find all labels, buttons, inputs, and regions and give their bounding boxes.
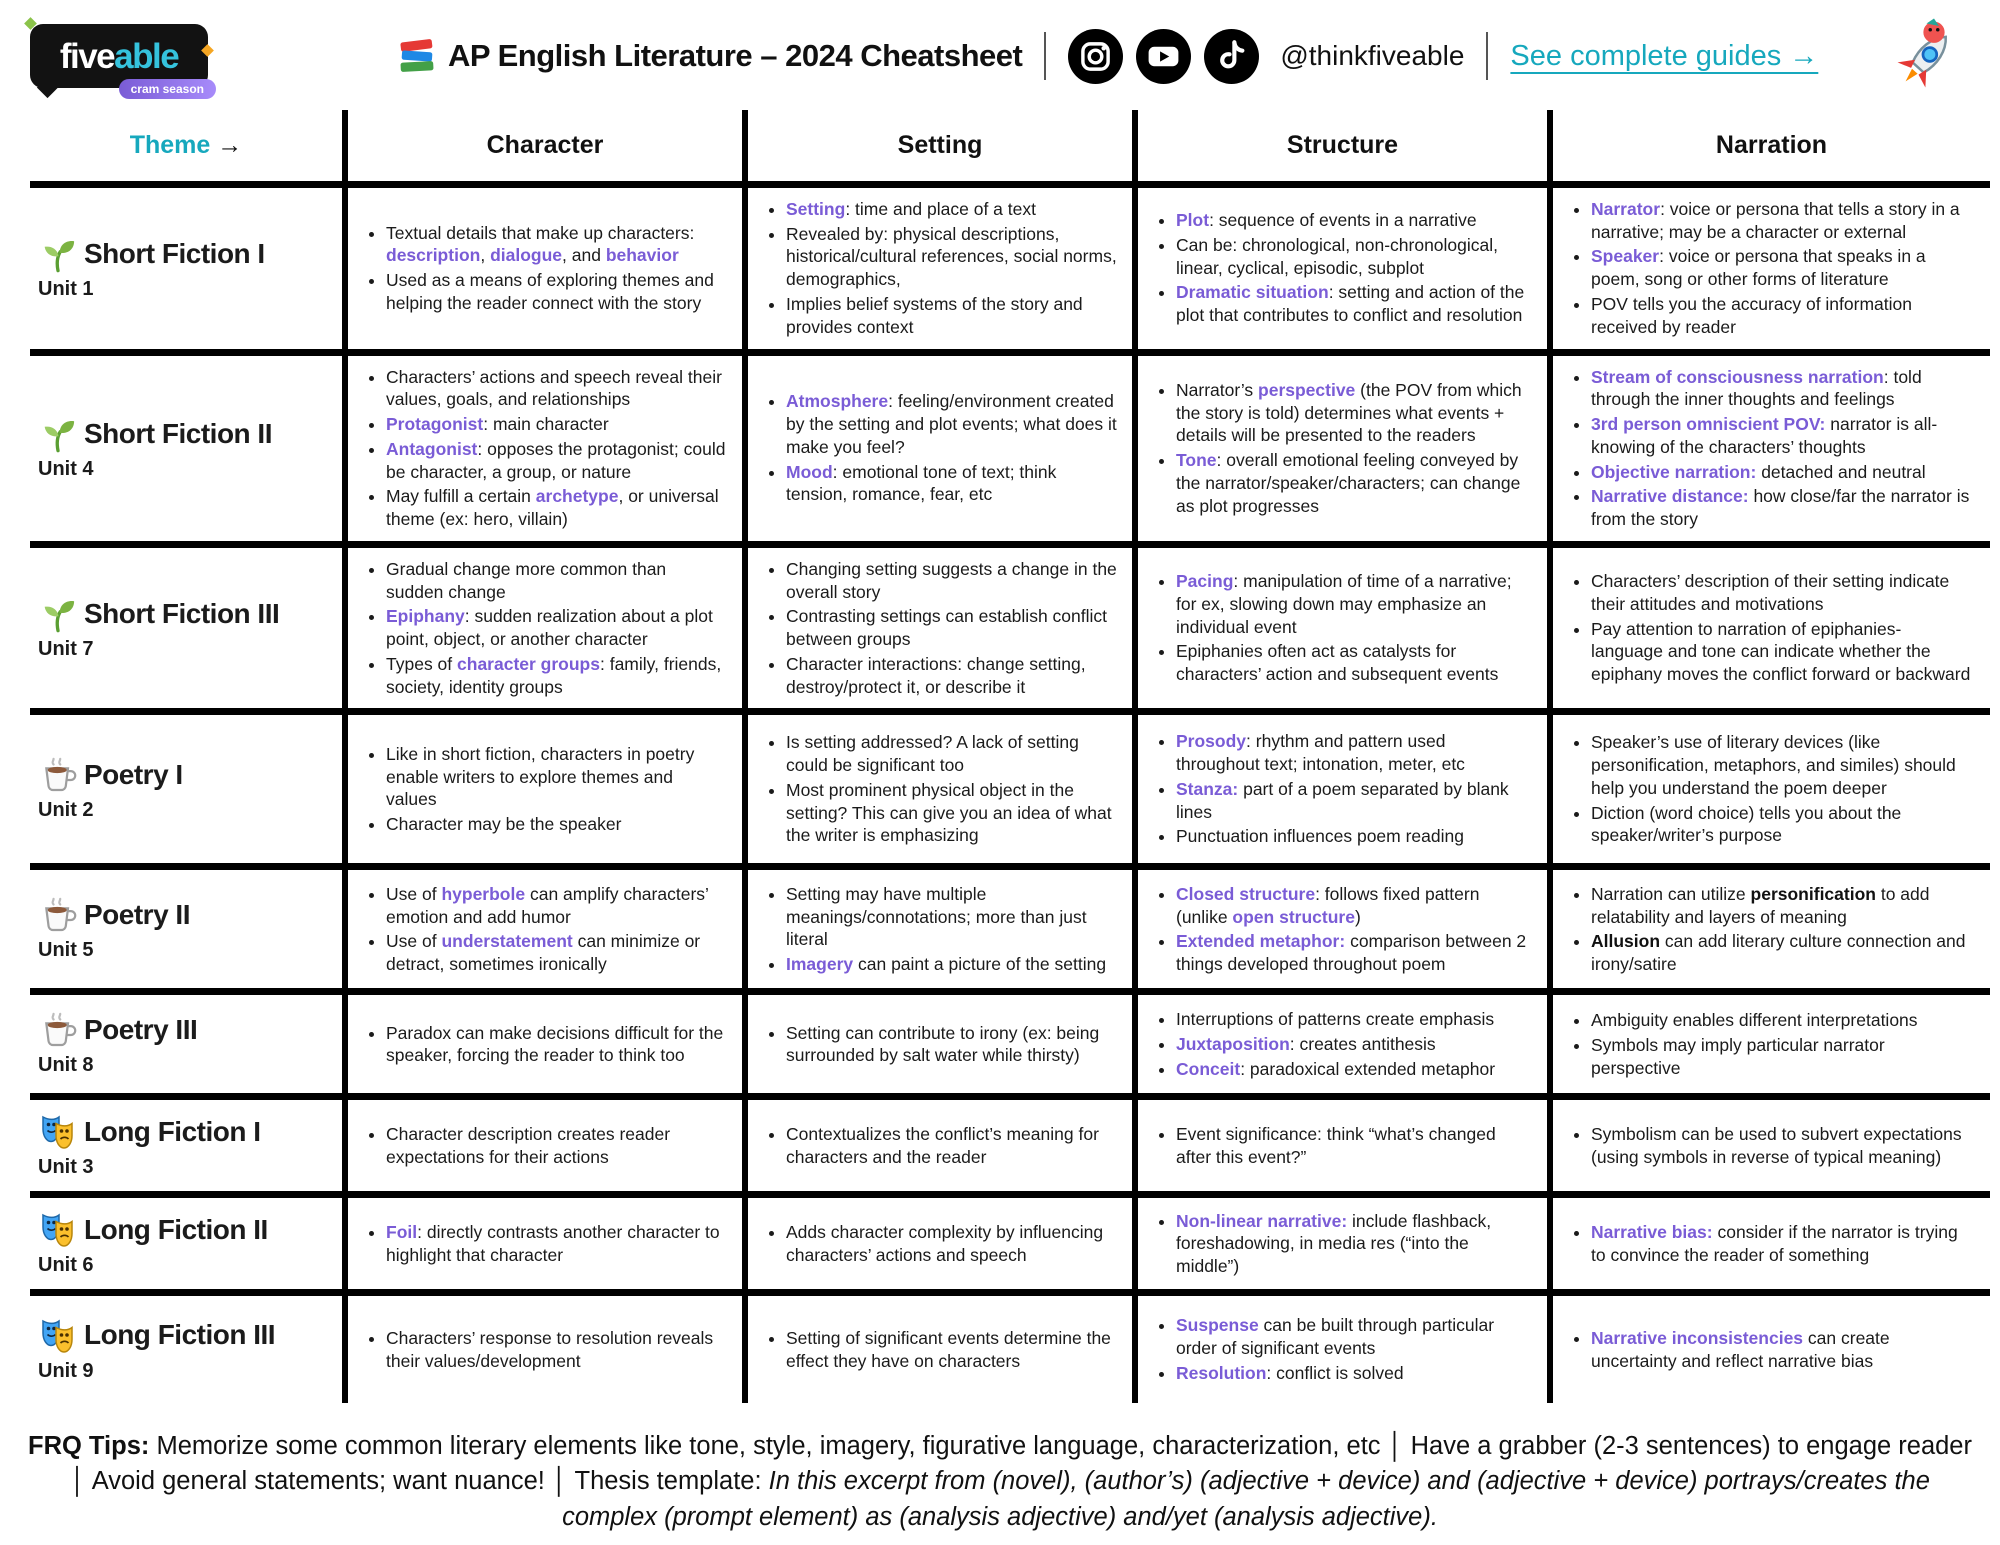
bullet-item: • Stanza: part of a poem separated by blank lines: [1176, 778, 1533, 824]
character-cell: [345, 712, 745, 867]
bullet-item: • Setting can contribute to irony (ex: being surrounded by salt water while thirsty): [786, 1022, 1118, 1068]
key-term: Epiphany: [386, 606, 465, 627]
bullet-item: • Setting: time and place of a text: [786, 198, 1118, 221]
bullet-item: • Types of character groups: family, friends, society, identity groups: [386, 653, 728, 699]
bullet-list: [762, 1022, 1118, 1068]
bullet-list: [1567, 883, 1976, 976]
key-term: understatement: [441, 931, 573, 952]
logo-text-able: able: [114, 36, 179, 76]
bold-term: FRQ Tips:: [28, 1431, 150, 1460]
bullet-item: • Tone: overall emotional feeling conveyed by the narrator/speaker/characters; can change as plot progresses: [1176, 449, 1533, 517]
key-term: open structure: [1232, 906, 1355, 927]
bullet-list: [1152, 570, 1533, 686]
bullet-item: • Conceit: paradoxical extended metaphor: [1176, 1058, 1533, 1081]
header-divider: [1486, 32, 1488, 80]
bullet-item: • Punctuation influences poem reading: [1176, 825, 1533, 848]
bullet-item: • Event significance: think “what’s changed after this event?”: [1176, 1123, 1533, 1169]
key-term: Speaker: [1591, 246, 1660, 267]
seedling-icon: [38, 414, 78, 454]
bullet-item: • Implies belief systems of the story and provides context: [786, 293, 1118, 339]
masks-icon: [38, 1210, 78, 1250]
italic-text: In this excerpt from (novel), (author’s) (adjective + device) and (adjective + device) portrays/creates the complex (prompt element) as (analysis adjective) and/yet (analysis adjective).: [562, 1467, 1930, 1532]
bullet-item: • Atmosphere: feeling/environment created by the setting and plot events; what does it make you feel?: [786, 390, 1118, 458]
bullet-item: • Dramatic situation: setting and action of the plot that contributes to conflict and resolution: [1176, 281, 1533, 327]
row-unit-label: Unit 9: [38, 1359, 94, 1382]
column-header-setting: Setting: [745, 110, 1135, 184]
theme-cell: [30, 992, 345, 1097]
row-theme-title: Short Fiction II: [84, 417, 272, 449]
sparkle-icon: [201, 44, 214, 57]
narration-cell: [1550, 1293, 1990, 1403]
bullet-list: [762, 390, 1118, 506]
key-term: archetype: [535, 486, 619, 507]
structure-cell: [1135, 352, 1550, 544]
bullet-item: • Character description creates reader expectations for their actions: [386, 1123, 728, 1169]
bullet-item: • Antagonist: opposes the protagonist; could be character, a group, or nature: [386, 438, 728, 484]
bullet-list: [1567, 1009, 1976, 1079]
theme-cell: [30, 184, 345, 352]
bullet-item: • Speaker’s use of literary devices (like personification, metaphors, and similes) should help you understand the poem deeper: [1591, 731, 1976, 799]
coffee-icon: [38, 1010, 78, 1050]
key-term: Mood: [786, 461, 833, 482]
bullet-item: • Like in short fiction, characters in poetry enable writers to explore themes and values: [386, 743, 728, 811]
title-group: [396, 35, 1022, 77]
narration-cell: [1550, 712, 1990, 867]
bullet-item: • Pay attention to narration of epiphanies- language and tone can indicate whether the epiphany moves the conflict forward or backward: [1591, 618, 1976, 686]
table-row: [30, 184, 1990, 352]
structure-cell: [1135, 1293, 1550, 1403]
social-links: [1068, 29, 1464, 84]
row-unit-label: Unit 6: [38, 1253, 94, 1276]
structure-cell: [1135, 712, 1550, 867]
bullet-list: [1152, 883, 1533, 976]
theme-title-line: [38, 1316, 338, 1356]
character-cell: [345, 184, 745, 352]
key-term: Narrative inconsistencies: [1591, 1327, 1804, 1348]
key-term: Dramatic situation: [1176, 282, 1329, 303]
bullet-item: • Mood: emotional tone of text; think tension, romance, fear, etc: [786, 461, 1118, 507]
table-row: [30, 992, 1990, 1097]
row-theme-title: Long Fiction III: [84, 1319, 276, 1351]
speech-bubble-tail: [37, 77, 58, 98]
character-cell: [345, 867, 745, 992]
bullet-item: • Speaker: voice or persona that speaks in a poem, song or other forms of literature: [1591, 245, 1976, 291]
row-unit-label: Unit 4: [38, 458, 94, 481]
row-theme-title: Long Fiction II: [84, 1213, 268, 1245]
bullet-item: • Resolution: conflict is solved: [1176, 1362, 1533, 1385]
page-title: AP English Literature – 2024 Cheatsheet: [448, 38, 1023, 73]
key-term: Foil: [386, 1222, 418, 1242]
setting-cell: [745, 1097, 1135, 1195]
key-term: Objective narration:: [1591, 461, 1757, 482]
bullet-item: • Epiphany: sudden realization about a plot point, object, or another character: [386, 605, 728, 651]
bullet-item: • Closed structure: follows fixed pattern (unlike open structure): [1176, 883, 1533, 929]
see-complete-guides-link[interactable]: See complete guides →: [1510, 39, 1819, 72]
structure-cell: [1135, 867, 1550, 992]
key-term: Resolution: [1176, 1362, 1267, 1383]
setting-cell: [745, 992, 1135, 1097]
character-cell: [345, 352, 745, 544]
bullet-list: [1567, 1123, 1976, 1169]
key-term: Narrative distance:: [1591, 486, 1749, 507]
bullet-item: • Characters’ response to resolution reveals their values/development: [386, 1327, 728, 1373]
bullet-item: • Imagery can paint a picture of the setting: [786, 953, 1118, 976]
table-row: [30, 1293, 1990, 1403]
structure-cell: [1135, 1195, 1550, 1293]
bullet-list: [1567, 570, 1976, 686]
key-term: Conceit: [1176, 1058, 1241, 1079]
key-term: Atmosphere: [786, 391, 889, 412]
key-term: Antagonist: [386, 438, 478, 459]
bullet-item: • Changing setting suggests a change in the overall story: [786, 558, 1118, 604]
bullet-item: • Prosody: rhythm and pattern used throughout text; intonation, meter, etc: [1176, 730, 1533, 776]
bullet-item: • Narration can utilize personification to add relatability and layers of meaning: [1591, 883, 1976, 929]
structure-cell: [1135, 184, 1550, 352]
bullet-item: • Narrator’s perspective (the POV from which the story is told) determines what events + details will be presented to the readers: [1176, 379, 1533, 447]
structure-cell: [1135, 544, 1550, 712]
theme-cell: [30, 1195, 345, 1293]
bullet-item: • Pacing: manipulation of time of a narrative; for ex, slowing down may emphasize an individual event: [1176, 570, 1533, 638]
theme-header-label: Theme: [129, 130, 211, 159]
key-term: perspective: [1258, 379, 1356, 400]
narration-cell: [1550, 1195, 1990, 1293]
bullet-item: • Can be: chronological, non-chronological, linear, cyclical, episodic, subplot: [1176, 234, 1533, 280]
table-row: [30, 544, 1990, 712]
table-body: [30, 184, 1990, 1403]
bullet-list: [1567, 731, 1976, 847]
bullet-item: • Symbols may imply particular narrator perspective: [1591, 1034, 1976, 1080]
seedling-icon: [38, 234, 78, 274]
key-term: 3rd person omniscient POV:: [1591, 414, 1826, 434]
bullet-item: • Setting may have multiple meanings/connotations; more than just literal: [786, 883, 1118, 951]
key-term: Pacing: [1176, 571, 1234, 592]
bullet-list: [762, 1123, 1118, 1169]
theme-cell: [30, 712, 345, 867]
bullet-item: • Objective narration: detached and neutral: [1591, 461, 1976, 484]
bullet-item: • Narrative inconsistencies can create uncertainty and reflect narrative bias: [1591, 1327, 1976, 1373]
bullet-list: [1567, 366, 1976, 531]
bullet-item: • Ambiguity enables different interpretations: [1591, 1009, 1976, 1032]
books-icon: [396, 35, 438, 77]
bullet-list: [1152, 1314, 1533, 1384]
bullet-item: • Setting of significant events determine the effect they have on characters: [786, 1327, 1118, 1373]
coffee-icon: [38, 895, 78, 935]
key-term: Stream of consciousness narration: [1591, 366, 1884, 387]
bullet-list: [362, 1123, 728, 1169]
table-row: [30, 1097, 1990, 1195]
table-header-row: [30, 110, 1990, 184]
row-theme-title: Poetry III: [84, 1014, 198, 1046]
rocket-mascot-icon: [1884, 16, 1964, 96]
setting-cell: [745, 184, 1135, 352]
bullet-list: [362, 743, 728, 836]
bullet-item: • Diction (word choice) tells you about the speaker/writer’s purpose: [1591, 802, 1976, 848]
masks-icon: [38, 1112, 78, 1152]
bullet-list: [1152, 379, 1533, 518]
key-term: character groups: [457, 653, 600, 674]
bullet-list: [1152, 1008, 1533, 1080]
bullet-list: [762, 198, 1118, 339]
bullet-item: • Use of understatement can minimize or detract, sometimes ironically: [386, 930, 728, 976]
row-unit-label: Unit 2: [38, 799, 94, 822]
theme-title-line: [38, 895, 338, 935]
key-term: description: [386, 245, 481, 266]
character-cell: [345, 544, 745, 712]
bullet-list: [362, 1327, 728, 1373]
bullet-list: [362, 1022, 728, 1068]
row-unit-label: Unit 1: [38, 278, 94, 300]
right-arrow-icon: →: [217, 130, 243, 159]
tiktok-icon[interactable]: [1204, 29, 1259, 84]
bullet-item: • Paradox can make decisions difficult for the speaker, forcing the reader to think too: [386, 1022, 728, 1068]
bullet-item: • Characters’ actions and speech reveal their values, goals, and relationships: [386, 366, 728, 412]
page-header: [0, 0, 2000, 96]
key-term: Tone: [1176, 450, 1217, 471]
row-unit-label: Unit 5: [38, 939, 94, 962]
instagram-icon[interactable]: [1068, 29, 1123, 84]
bullet-list: [362, 366, 728, 531]
bullet-item: • Textual details that make up characters: description, dialogue, and behavior: [386, 222, 728, 268]
setting-cell: [745, 867, 1135, 992]
frq-tips: FRQ Tips: Memorize some common literary elements like tone, style, imagery, figurative language, characterization, etc │ Have a grabber (2-3 sentences) to engage reader │ Avoid general statements; want nuance! │ Thesis template: In this excerpt from (novel), (author’s) (adjective + device) and (adjective + device) portrays/creates the complex (prompt element) as (analysis adjective) and/yet (analysis adjective).: [28, 1431, 1972, 1532]
key-term: Non-linear narrative:: [1176, 1210, 1348, 1231]
key-term: Juxtaposition: [1176, 1033, 1290, 1054]
setting-cell: [745, 1195, 1135, 1293]
column-header-theme: [30, 110, 345, 184]
bullet-item: • Use of hyperbole can amplify characters’ emotion and add humor: [386, 883, 728, 929]
row-unit-label: Unit 8: [38, 1054, 94, 1077]
key-term: Setting: [786, 198, 846, 219]
bold-term: personification: [1750, 883, 1876, 904]
bullet-list: [362, 1221, 728, 1267]
row-theme-title: Short Fiction III: [84, 597, 280, 629]
bullet-item: • Stream of consciousness narration: told through the inner thoughts and feelings: [1591, 366, 1976, 412]
theme-title-line: [38, 234, 338, 274]
youtube-icon[interactable]: [1136, 29, 1191, 84]
bullet-list: [1567, 198, 1976, 339]
key-term: dialogue: [490, 245, 563, 266]
bullet-item: • Revealed by: physical descriptions, historical/cultural references, social norms, demographics,: [786, 223, 1118, 291]
theme-title-line: [38, 1210, 338, 1250]
row-unit-label: Unit 7: [38, 638, 94, 660]
setting-cell: [745, 544, 1135, 712]
theme-title-line: [38, 594, 338, 634]
row-unit-label: Unit 3: [38, 1155, 94, 1178]
bullet-list: [1152, 730, 1533, 848]
bullet-list: [1152, 209, 1533, 327]
key-term: behavior: [605, 245, 679, 266]
table-row: [30, 1195, 1990, 1293]
key-term: Suspense: [1176, 1315, 1259, 1336]
bullet-item: • Extended metaphor: comparison between 2 things developed throughout poem: [1176, 930, 1533, 976]
masks-icon: [38, 1316, 78, 1356]
bullet-item: • Most prominent physical object in the setting? This can give you an idea of what the writer is emphasizing: [786, 779, 1118, 847]
key-term: Narrator: [1591, 198, 1661, 219]
setting-cell: [745, 712, 1135, 867]
key-term: Extended metaphor:: [1176, 931, 1346, 952]
narration-cell: [1550, 992, 1990, 1097]
narration-cell: [1550, 1097, 1990, 1195]
key-term: Plot: [1176, 210, 1210, 231]
bullet-list: [762, 558, 1118, 699]
column-header-structure: Structure: [1135, 110, 1550, 184]
bullet-list: [1567, 1221, 1976, 1267]
theme-title-line: [38, 1112, 338, 1152]
table-row: [30, 867, 1990, 992]
key-term: Narrative bias:: [1591, 1222, 1713, 1242]
bullet-list: [762, 731, 1118, 847]
theme-title-line: [38, 414, 338, 454]
bullet-list: [362, 222, 728, 315]
row-theme-title: Short Fiction I: [84, 237, 265, 269]
bullet-item: • Plot: sequence of events in a narrative: [1176, 209, 1533, 232]
bullet-list: [362, 558, 728, 699]
character-cell: [345, 1195, 745, 1293]
character-cell: [345, 1293, 745, 1403]
theme-title-line: [38, 755, 338, 795]
bullet-item: • Contextualizes the conflict’s meaning for characters and the reader: [786, 1123, 1118, 1169]
bullet-item: • Narrative bias: consider if the narrator is trying to convince the reader of something: [1591, 1221, 1976, 1267]
character-cell: [345, 992, 745, 1097]
setting-cell: [745, 1293, 1135, 1403]
row-theme-title: Poetry I: [84, 759, 183, 791]
key-term: hyperbole: [441, 883, 526, 904]
logo-wordmark: [59, 36, 179, 76]
cram-season-badge: cram season: [119, 79, 216, 99]
bullet-item: • Narrator: voice or persona that tells a story in a narrative; may be a character or external: [1591, 198, 1976, 244]
narration-cell: [1550, 184, 1990, 352]
bullet-item: • Suspense can be built through particular order of significant events: [1176, 1314, 1533, 1360]
cheatsheet-table: [30, 110, 1990, 1403]
bullet-item: • Is setting addressed? A lack of setting could be significant too: [786, 731, 1118, 777]
narration-cell: [1550, 544, 1990, 712]
table-row: [30, 352, 1990, 544]
theme-cell: [30, 1097, 345, 1195]
bullet-list: [762, 1327, 1118, 1373]
key-term: Imagery: [786, 954, 854, 974]
bold-term: Allusion: [1591, 931, 1661, 952]
header-divider: [1044, 32, 1046, 80]
coffee-icon: [38, 755, 78, 795]
key-term: Stanza:: [1176, 778, 1239, 799]
bullet-item: • Juxtaposition: creates antithesis: [1176, 1033, 1533, 1056]
bullet-item: • Interruptions of patterns create emphasis: [1176, 1008, 1533, 1031]
column-header-character: Character: [345, 110, 745, 184]
bullet-item: • Symbolism can be used to subvert expectations (using symbols in reverse of typical meaning): [1591, 1123, 1976, 1169]
table-row: [30, 712, 1990, 867]
theme-title-line: [38, 1010, 338, 1050]
theme-cell: [30, 867, 345, 992]
row-theme-title: Long Fiction I: [84, 1115, 261, 1147]
fiveable-logo: [30, 24, 208, 96]
bullet-item: • Gradual change more common than sudden change: [386, 558, 728, 604]
bullet-list: [1567, 1327, 1976, 1373]
bullet-item: • Character may be the speaker: [386, 813, 728, 836]
bullet-item: • 3rd person omniscient POV: narrator is all-knowing of the characters’ thoughts: [1591, 413, 1976, 459]
narration-cell: [1550, 352, 1990, 544]
structure-cell: [1135, 1097, 1550, 1195]
bullet-item: • Non-linear narrative: include flashback, foreshadowing, in media res (“into the middle”): [1176, 1210, 1533, 1278]
theme-cell: [30, 352, 345, 544]
seedling-icon: [38, 594, 78, 634]
bullet-list: [1152, 1123, 1533, 1169]
logo-text-five: five: [59, 36, 115, 76]
bullet-item: • Allusion can add literary culture connection and irony/satire: [1591, 930, 1976, 976]
bullet-item: • Used as a means of exploring themes and helping the reader connect with the story: [386, 269, 728, 315]
narration-cell: [1550, 867, 1990, 992]
theme-cell: [30, 544, 345, 712]
bullet-item: • Characters’ description of their setting indicate their attitudes and motivations: [1591, 570, 1976, 616]
theme-cell: [30, 1293, 345, 1403]
bullet-item: • May fulfill a certain archetype, or universal theme (ex: hero, villain): [386, 485, 728, 531]
bullet-item: • Protagonist: main character: [386, 413, 728, 436]
bullet-list: [1152, 1210, 1533, 1278]
bullet-list: [762, 883, 1118, 976]
bullet-item: • Foil: directly contrasts another character to highlight that character: [386, 1221, 728, 1267]
key-term: Prosody: [1176, 731, 1247, 752]
setting-cell: [745, 352, 1135, 544]
structure-cell: [1135, 992, 1550, 1097]
column-header-narration: Narration: [1550, 110, 1990, 184]
key-term: Protagonist: [386, 414, 484, 434]
bullet-list: [362, 883, 728, 976]
bullet-item: • POV tells you the accuracy of information received by reader: [1591, 293, 1976, 339]
sparkle-icon: [24, 17, 37, 30]
bullet-item: • Adds character complexity by influencing characters’ actions and speech: [786, 1221, 1118, 1267]
bullet-list: [762, 1221, 1118, 1267]
bullet-item: • Narrative distance: how close/far the narrator is from the story: [1591, 485, 1976, 531]
bullet-item: • Epiphanies often act as catalysts for characters’ action and subsequent events: [1176, 640, 1533, 686]
social-handle: @thinkfiveable: [1280, 40, 1465, 71]
character-cell: [345, 1097, 745, 1195]
key-term: Closed structure: [1176, 883, 1316, 904]
bullet-item: • Contrasting settings can establish conflict between groups: [786, 605, 1118, 651]
bullet-item: • Character interactions: change setting, destroy/protect it, or describe it: [786, 653, 1118, 699]
row-theme-title: Poetry II: [84, 899, 190, 931]
